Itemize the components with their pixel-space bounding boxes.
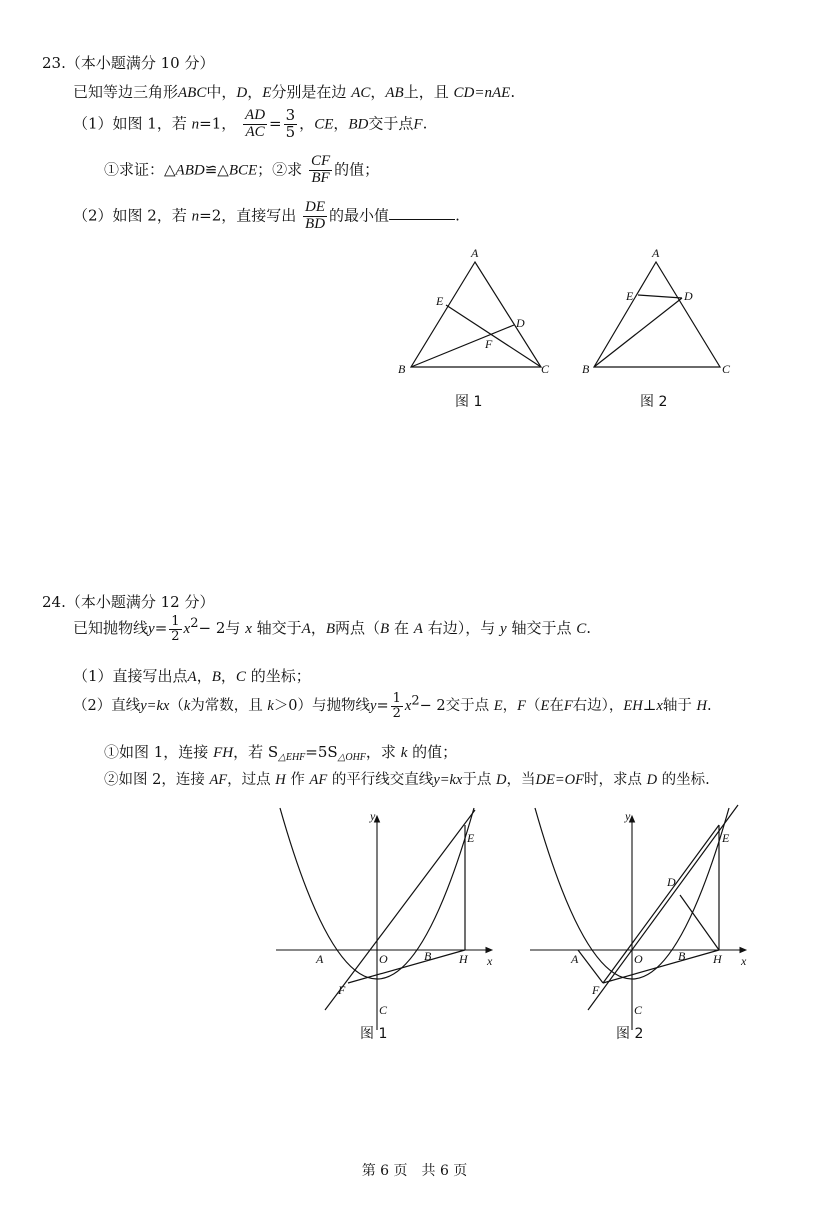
q23-figure-2 [582,246,731,410]
q23-ratio-fraction: $\frac{AD}{AC}$ [245,107,266,140]
q24-header: 24.（本小题满分 12 分） [42,593,215,611]
label-d: D [516,316,525,330]
label-a: A [471,246,479,260]
label-d-q24-2: D [667,875,676,889]
axis-x-label-2: x [741,954,747,968]
axis-y-label-2: y [625,809,631,823]
answer-blank [389,205,455,220]
q23-cf-bf-fraction: $\frac{CF}{BF}$ [310,153,331,186]
label-f: F [485,337,493,351]
figure-1-caption-q24: 图 1 [360,1026,388,1042]
q23-intro: 已知等边三角形ABC中，D，E分别是在边 AC，AB上，且 CD=nAE. [73,83,516,101]
q24-sub2: ②如图 2，连接 AF，过点 H 作 AF 的平行线交直线y=kx于点 D，当DE=OF时，求点 D 的坐标. [104,772,710,788]
label-b-q24-2: B [678,949,686,963]
axis-y-label-1: y [370,809,376,823]
q24-figure-1 [276,808,493,1042]
axis-x-label-1: x [487,954,493,968]
q23-ratio-value: $\frac{3}{5}$ [285,106,296,141]
q23-part1: （1）如图 1，若 n=1， $\frac{AD}{AC}$ = $\frac{3}{5}$ ，CE，BD交于点F. [73,106,428,141]
label-e-q24-2: E [722,831,730,845]
page-footer: 第 6 页 共 6 页 [361,1163,468,1179]
line-ykx-2 [588,805,738,1010]
label-b: B [398,362,406,376]
label-e-q24-1: E [467,831,475,845]
line-ykx-1 [325,810,475,1010]
label-o-q24-2: O [634,952,643,966]
label-c-2: C [722,362,731,376]
half-fraction: $\frac{1}{2}$ [171,614,180,644]
segment-de-2 [638,295,682,298]
half-fraction-2: $\frac{1}{2}$ [392,691,401,721]
q24-figure-2 [530,805,747,1042]
segment-ce [446,305,541,367]
label-a-2: A [652,246,660,260]
label-c: C [541,362,550,376]
label-d-2: D [684,289,693,303]
q24-sub1: ①如图 1，连接 FH，若 $S_{\triangle EHF}=5S_{\triangle OHF}$，求 k 的值； [104,743,458,763]
q24-part1: （1）直接写出点A，B，C 的坐标； [73,667,311,685]
label-f-q24-2: F [592,983,600,997]
q23-figures [395,245,755,415]
label-b-q24-1: B [424,949,432,963]
label-e: E [436,294,444,308]
q24-figures [270,800,760,1050]
label-e-2: E [626,289,634,303]
triangle-abc [411,262,541,367]
label-f-q24-1: F [338,983,346,997]
q24-part2: （2）直线y=kx（k为常数，且 k＞0）与抛物线y= $\frac{1}{2}$ $x^2- 2$交于点 E，F（E在F右边），EH⊥x轴于 H. [73,691,712,721]
label-a-q24-2: A [571,952,579,966]
triangle-abc-2 [594,262,720,367]
label-c-q24-1: C [379,1003,388,1017]
figure-2-caption-q24: 图 2 [616,1026,644,1042]
figure-1-caption: 图 1 [455,394,483,410]
figure-2-caption: 图 2 [640,394,668,410]
label-a-q24-1: A [316,952,324,966]
q24-intro: 已知抛物线y= $\frac{1}{2}$ $x^2- 2$与 x 轴交于A，B两点（B 在 A 右边），与 y 轴交于点 C. [73,614,592,644]
segment-hd-2 [680,895,719,950]
segment-fe-2 [603,825,719,983]
label-h-q24-2: H [713,952,722,966]
segment-af-2 [578,950,603,983]
q23-header: 23.（本小题满分 10 分） [42,54,215,72]
q23-part1-sub: ①求证：△ABD≌△BCE；②求 $\frac{CF}{BF}$ 的值； [104,153,380,186]
segment-bd [411,325,514,367]
segment-bd-2 [594,298,682,367]
q23-de-bd-fraction: $\frac{DE}{BD}$ [305,199,326,232]
label-h-q24-1: H [459,952,468,966]
q23-figure-1 [398,246,550,410]
label-b-2: B [582,362,590,376]
label-o-q24-1: O [379,952,388,966]
q23-part2: （2）如图 2，若 n=2，直接写出 $\frac{DE}{BD}$ 的最小值 . [73,199,460,232]
label-c-q24-2: C [634,1003,643,1017]
